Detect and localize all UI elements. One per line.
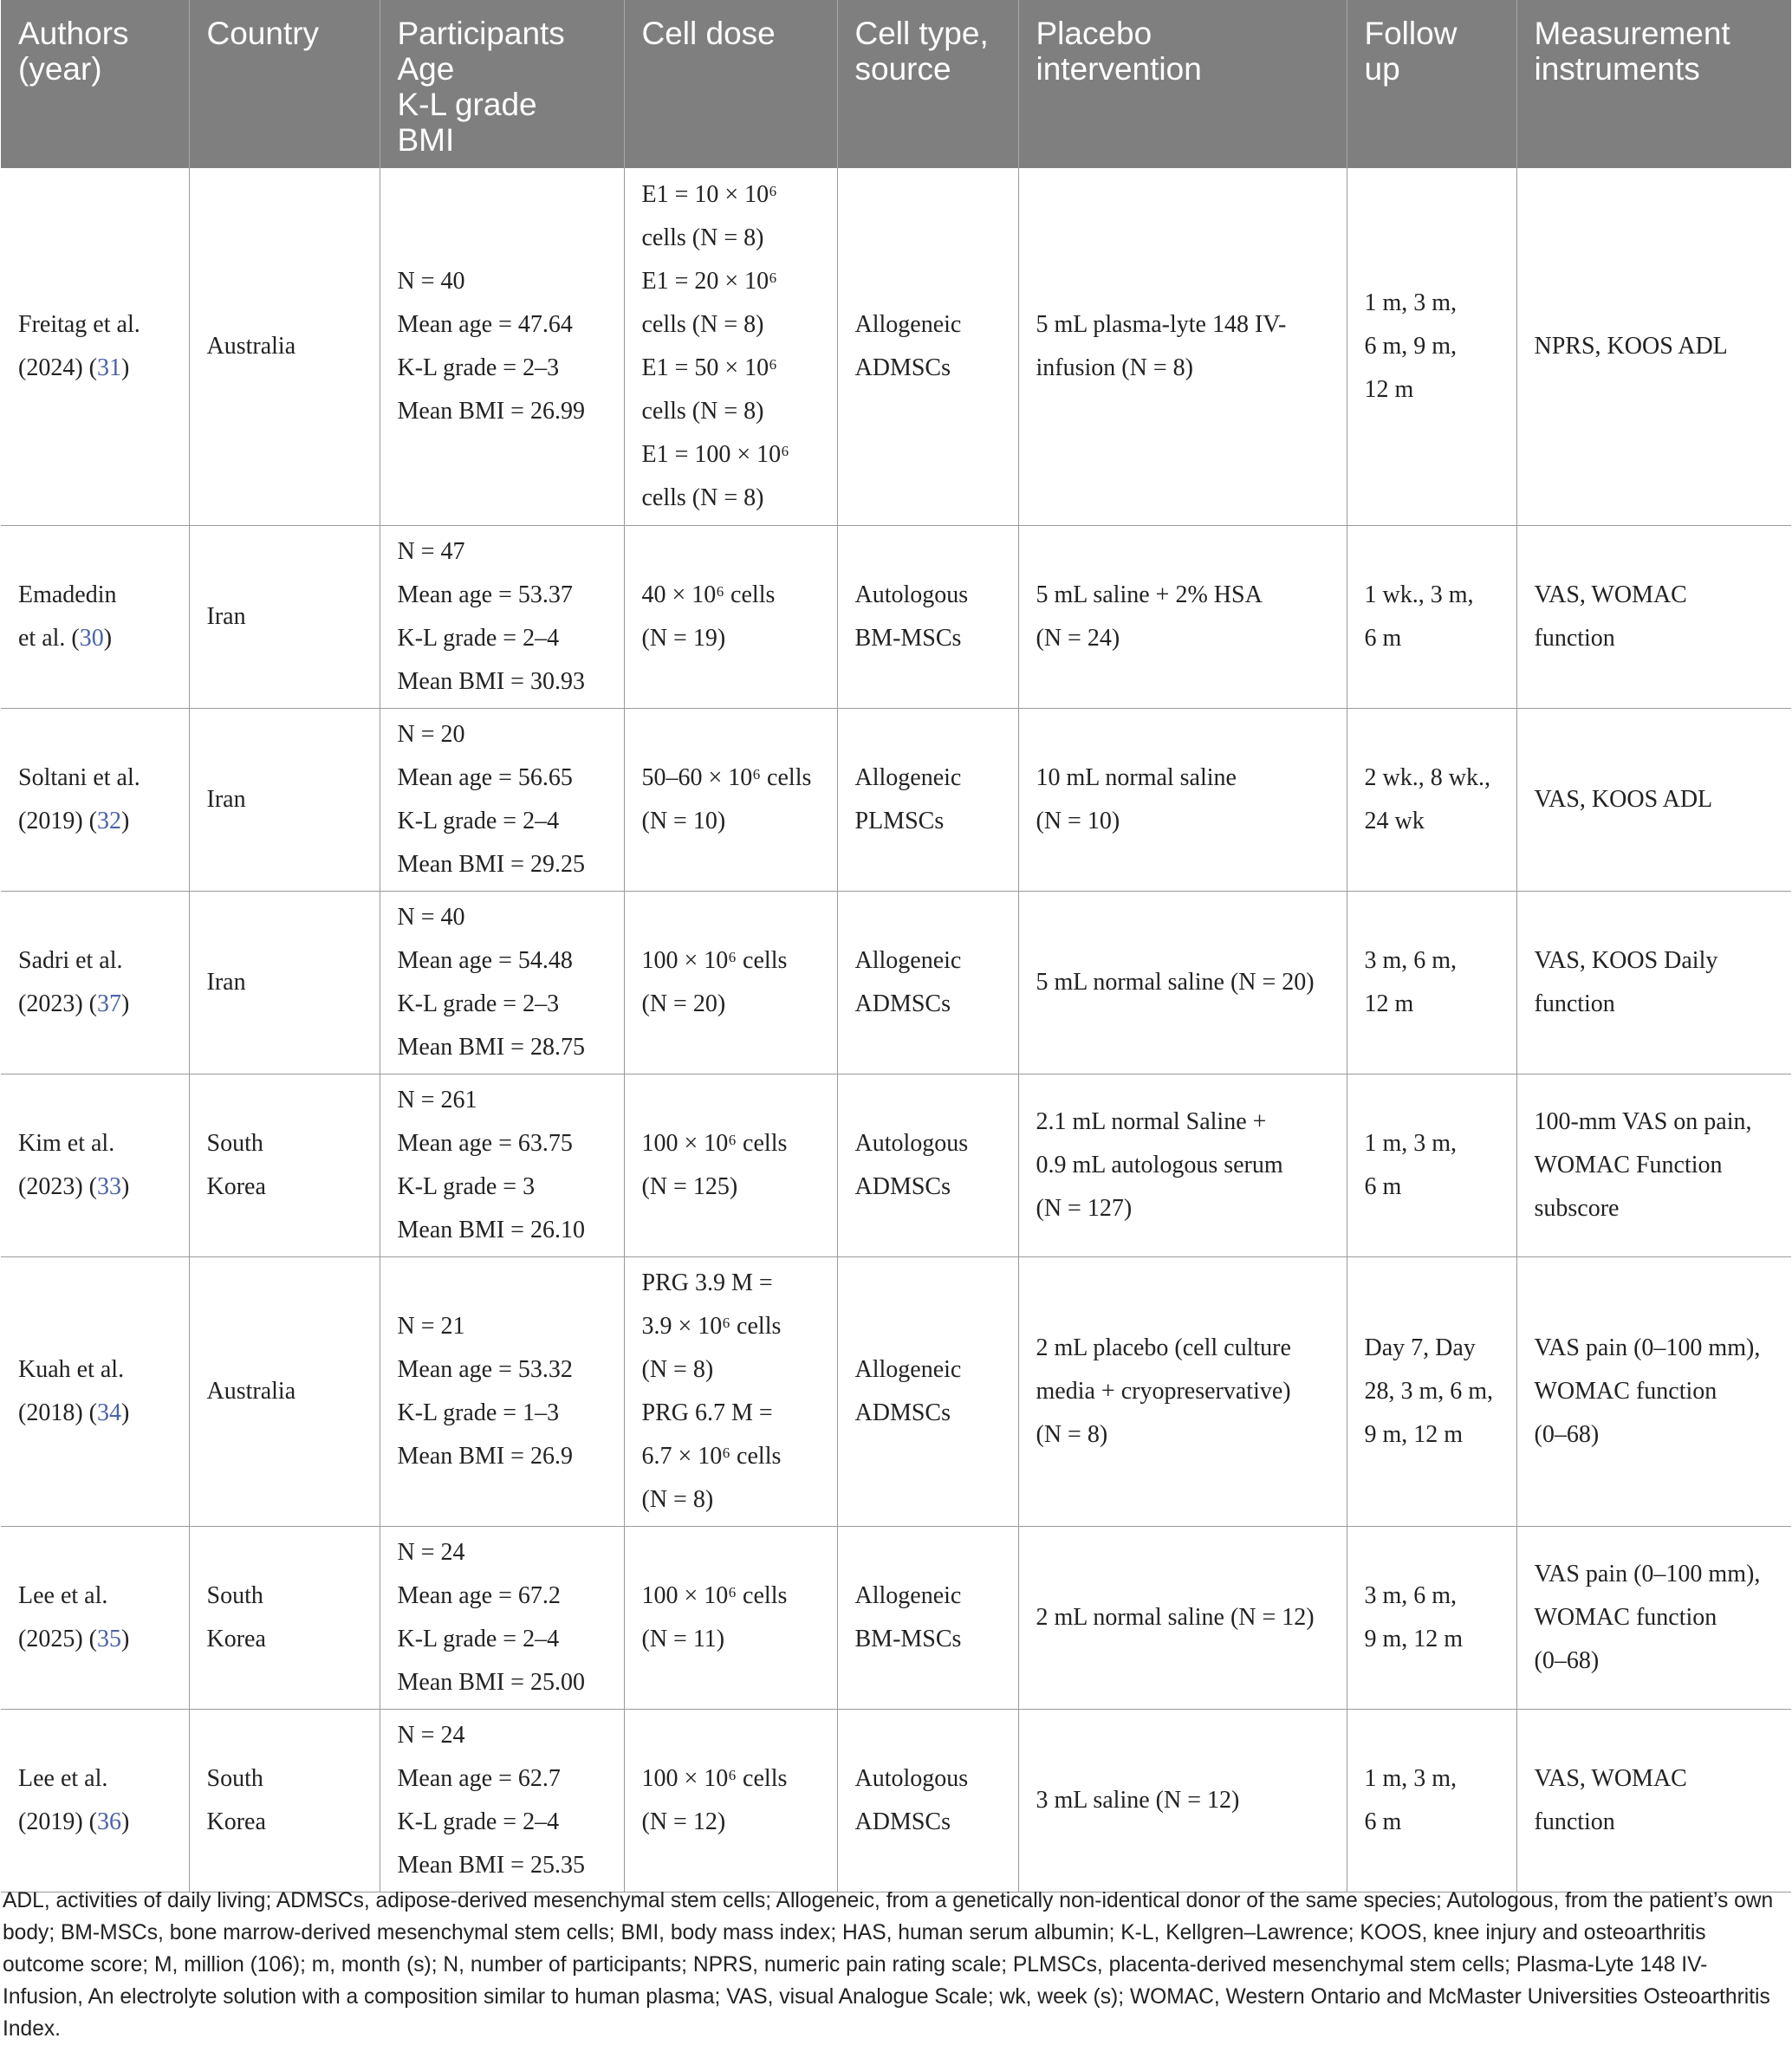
follow-up-line: 2 wk., 8 wk., — [1364, 763, 1490, 791]
cell-dose-line: PRG 6.7 M = — [641, 1399, 773, 1426]
participants-line: K-L grade = 2–4 — [397, 1808, 560, 1835]
cell-type-line: Allogeneic — [854, 1581, 962, 1609]
instruments-line: VAS, KOOS ADL — [1534, 785, 1713, 813]
follow-up-line: 9 m, 12 m — [1364, 1420, 1464, 1448]
author-citation — [18, 1392, 179, 1435]
cell-instruments — [1516, 1074, 1791, 1256]
table-row — [1, 1526, 1791, 1709]
cell-dose-line: (N = 8) — [641, 1355, 714, 1383]
header-instruments: Measurement instruments — [1516, 0, 1791, 168]
cell-authors — [1, 525, 189, 708]
participants-line: K-L grade = 2–4 — [397, 624, 560, 652]
cell-follow-up — [1347, 1074, 1516, 1256]
country-line: South — [206, 1129, 263, 1157]
reference-link[interactable]: 32 — [96, 807, 121, 834]
cell-type-line: ADMSCs — [854, 1808, 951, 1835]
participants-line: Mean BMI = 25.00 — [397, 1668, 585, 1696]
citation-suffix: ) — [120, 1808, 130, 1835]
participants-line: Mean BMI = 25.35 — [397, 1851, 585, 1879]
instruments-line: WOMAC function — [1534, 1377, 1717, 1405]
placebo-line: 0.9 mL autologous serum — [1036, 1151, 1283, 1178]
citation-prefix: (2024) ( — [18, 354, 97, 381]
cell-cell-type — [837, 168, 1018, 525]
cell-dose-line: PRG 3.9 M = — [641, 1269, 773, 1296]
cell-cell-dose — [624, 1256, 837, 1526]
cell-type-line: ADMSCs — [854, 354, 951, 381]
cell-type-line: Autologous — [854, 1764, 969, 1792]
citation-suffix: ) — [120, 354, 130, 381]
cell-dose-line: (N = 125) — [641, 1172, 738, 1200]
placebo-line: infusion (N = 8) — [1036, 354, 1193, 381]
country-line: Australia — [206, 1377, 296, 1405]
participants-line: Mean age = 53.37 — [397, 581, 573, 608]
country-line: Korea — [206, 1172, 266, 1200]
instruments-line: function — [1534, 990, 1615, 1017]
placebo-line: 2 mL placebo (cell culture — [1036, 1334, 1291, 1361]
follow-up-line: 3 m, 6 m, — [1364, 946, 1458, 974]
instruments-line: WOMAC Function — [1534, 1151, 1723, 1178]
cell-placebo — [1018, 1074, 1347, 1256]
participants-line: Mean age = 47.64 — [397, 310, 573, 338]
cell-follow-up — [1347, 525, 1516, 708]
cell-type-line: Allogeneic — [854, 763, 962, 791]
follow-up-line: 1 m, 3 m, — [1364, 289, 1458, 316]
cell-participants — [380, 1074, 624, 1256]
cell-authors — [1, 708, 189, 891]
cell-cell-type — [837, 525, 1018, 708]
cell-instruments — [1516, 1709, 1791, 1892]
participants-line: N = 24 — [397, 1538, 465, 1566]
header-participants: Participants Age K-L grade BMI — [380, 0, 624, 168]
cell-placebo — [1018, 1256, 1347, 1526]
author-name: Kuah et al. — [18, 1355, 125, 1383]
author-name: Emadedin — [18, 581, 117, 608]
participants-line: N = 21 — [397, 1312, 465, 1340]
citation-prefix: (2018) ( — [18, 1399, 97, 1426]
cell-authors — [1, 1526, 189, 1709]
reference-link[interactable]: 31 — [96, 354, 121, 381]
cell-dose-line: (N = 8) — [641, 1485, 714, 1513]
table-header — [1, 0, 1791, 168]
follow-up-line: 1 wk., 3 m, — [1364, 581, 1474, 608]
instruments-line: (0–68) — [1534, 1420, 1600, 1448]
cell-follow-up — [1347, 891, 1516, 1074]
cell-follow-up — [1347, 1709, 1516, 1892]
cell-follow-up — [1347, 708, 1516, 891]
participants-line: Mean BMI = 28.75 — [397, 1033, 585, 1061]
cell-type-line: Autologous — [854, 1129, 969, 1157]
author-citation — [18, 1165, 179, 1209]
participants-line: N = 47 — [397, 537, 465, 565]
cell-participants — [380, 1256, 624, 1526]
instruments-line: subscore — [1534, 1194, 1620, 1222]
citation-prefix: et al. ( — [18, 624, 80, 652]
follow-up-line: 24 wk — [1364, 807, 1425, 834]
cell-cell-dose — [624, 708, 837, 891]
instruments-line: NPRS, KOOS ADL — [1534, 332, 1728, 360]
follow-up-line: 6 m — [1364, 624, 1402, 652]
author-citation — [18, 347, 179, 390]
cell-dose-line: 6.7 × 10⁶ cells — [641, 1442, 782, 1470]
header-authors: Authors (year) — [1, 0, 189, 168]
table-footnote: ADL, activities of daily living; ADMSCs, adipose-derived mesenchymal stem cells; Allogeneic, from a genetically non-identical donor of the same species; Autologous, from the patient’s own body; BM-MSCs, bone marrow-derived mesenchymal stem cells; BMI, body mass index; HAS, human serum albumin; K-L, Kellgren–Lawrence; KOOS, knee injury and osteoarthritis outcome score; M, million (106); m, month (s); N, number of participants; NPRS, numeric pain rating scale; PLMSCs, placenta-derived mesenchymal stem cells; Plasma-Lyte 148 IV-Infusion, An electrolyte solution with a composition similar to human plasma; VAS, visual Analogue Scale; wk, week (s); WOMAC, Western Ontario and McMaster Universities Osteoarthritis Index. — [3, 1889, 1774, 2041]
cell-placebo — [1018, 1709, 1347, 1892]
follow-up-line: 6 m — [1364, 1808, 1402, 1835]
country-line: Australia — [206, 332, 296, 360]
follow-up-line: 12 m — [1364, 990, 1414, 1017]
cell-instruments — [1516, 525, 1791, 708]
cell-type-line: ADMSCs — [854, 1172, 951, 1200]
reference-link[interactable]: 36 — [96, 1808, 121, 1835]
country-line: Iran — [206, 602, 246, 630]
cell-cell-type — [837, 1526, 1018, 1709]
placebo-line: 5 mL saline + 2% HSA — [1036, 581, 1263, 608]
reference-link[interactable]: 30 — [79, 624, 104, 652]
cell-participants — [380, 1709, 624, 1892]
cell-country — [189, 708, 380, 891]
citation-prefix: (2019) ( — [18, 807, 97, 834]
cell-placebo — [1018, 891, 1347, 1074]
author-name: Freitag et al. — [18, 310, 140, 338]
participants-line: Mean age = 54.48 — [397, 946, 573, 974]
cell-placebo — [1018, 1526, 1347, 1709]
table-row — [1, 1074, 1791, 1256]
cell-type-line: PLMSCs — [854, 807, 945, 834]
cell-follow-up — [1347, 168, 1516, 525]
cell-instruments — [1516, 168, 1791, 525]
author-citation — [18, 1801, 179, 1844]
cell-participants — [380, 525, 624, 708]
cell-dose-line: (N = 12) — [641, 1808, 726, 1835]
cell-dose-line: cells (N = 8) — [641, 310, 764, 338]
participants-line: Mean age = 67.2 — [397, 1581, 561, 1609]
instruments-line: VAS pain (0–100 mm), — [1534, 1334, 1761, 1361]
cell-authors — [1, 168, 189, 525]
participants-line: N = 261 — [397, 1086, 477, 1113]
citation-suffix: ) — [120, 1399, 130, 1426]
instruments-line: VAS, WOMAC — [1534, 1764, 1687, 1792]
participants-line: Mean age = 62.7 — [397, 1764, 561, 1792]
cell-type-line: ADMSCs — [854, 1399, 951, 1426]
cell-dose-line: cells (N = 8) — [641, 484, 764, 511]
country-line: South — [206, 1581, 263, 1609]
country-line: Iran — [206, 968, 246, 996]
cell-country — [189, 1526, 380, 1709]
instruments-line: VAS, WOMAC — [1534, 581, 1687, 608]
cell-dose-line: 100 × 10⁶ cells — [641, 1129, 788, 1157]
placebo-line: 5 mL plasma-lyte 148 IV- — [1036, 310, 1287, 338]
cell-type-line: ADMSCs — [854, 990, 951, 1017]
cell-authors — [1, 1709, 189, 1892]
table-row — [1, 525, 1791, 708]
cell-cell-type — [837, 891, 1018, 1074]
participants-line: N = 40 — [397, 267, 465, 295]
country-line: Korea — [206, 1625, 266, 1652]
participants-line: Mean age = 53.32 — [397, 1355, 573, 1383]
instruments-line: VAS, KOOS Daily — [1534, 946, 1718, 974]
placebo-line: 10 mL normal saline — [1036, 763, 1237, 791]
placebo-line: media + cryopreservative) — [1036, 1377, 1291, 1405]
cell-dose-line: 100 × 10⁶ cells — [641, 946, 788, 974]
cell-participants — [380, 168, 624, 525]
cell-type-line: Autologous — [854, 581, 969, 608]
cell-dose-line: (N = 20) — [641, 990, 726, 1017]
reference-link[interactable]: 35 — [96, 1625, 121, 1652]
cell-dose-line: cells (N = 8) — [641, 397, 764, 425]
citation-suffix: ) — [120, 1172, 130, 1200]
cell-follow-up — [1347, 1526, 1516, 1709]
participants-line: N = 20 — [397, 720, 465, 748]
header-placebo: Placebo intervention — [1018, 0, 1347, 168]
follow-up-line: 28, 3 m, 6 m, — [1364, 1377, 1494, 1405]
cell-authors — [1, 1074, 189, 1256]
placebo-line: (N = 24) — [1036, 624, 1120, 652]
instruments-line: function — [1534, 624, 1615, 652]
citation-prefix: (2023) ( — [18, 1172, 97, 1200]
cell-dose-line: (N = 11) — [641, 1625, 725, 1652]
placebo-line: (N = 127) — [1036, 1194, 1133, 1222]
header-row — [1, 0, 1791, 168]
author-name: Lee et al. — [18, 1764, 108, 1792]
participants-line: N = 24 — [397, 1721, 465, 1749]
cell-instruments — [1516, 708, 1791, 891]
instruments-line: WOMAC function — [1534, 1603, 1717, 1631]
participants-line: Mean BMI = 26.10 — [397, 1216, 585, 1243]
instruments-line: 100-mm VAS on pain, — [1534, 1107, 1752, 1135]
cell-type-line: Allogeneic — [854, 310, 962, 338]
cell-country — [189, 525, 380, 708]
participants-line: Mean BMI = 26.9 — [397, 1442, 573, 1470]
cell-dose-line: E1 = 20 × 10⁶ — [641, 267, 777, 295]
participants-line: N = 40 — [397, 903, 465, 931]
cell-country — [189, 168, 380, 525]
placebo-line: 2.1 mL normal Saline + — [1036, 1107, 1267, 1135]
cell-dose-line: E1 = 10 × 10⁶ — [641, 180, 777, 208]
cell-type-line: Allogeneic — [854, 946, 962, 974]
cell-authors — [1, 891, 189, 1074]
citation-suffix: ) — [120, 1625, 130, 1652]
placebo-line: 5 mL normal saline (N = 20) — [1036, 968, 1315, 996]
cell-instruments — [1516, 891, 1791, 1074]
reference-link[interactable]: 34 — [96, 1399, 121, 1426]
cell-dose-line: E1 = 100 × 10⁶ — [641, 440, 789, 468]
header-country: Country — [189, 0, 380, 168]
cell-instruments — [1516, 1256, 1791, 1526]
table-row — [1, 168, 1791, 525]
cell-dose-line: 40 × 10⁶ cells — [641, 581, 776, 608]
cell-country — [189, 891, 380, 1074]
participants-line: Mean BMI = 26.99 — [397, 397, 585, 425]
cell-dose-line: 100 × 10⁶ cells — [641, 1581, 788, 1609]
table-row — [1, 1256, 1791, 1526]
placebo-line: (N = 10) — [1036, 807, 1120, 834]
follow-up-line: 1 m, 3 m, — [1364, 1764, 1458, 1792]
follow-up-line: 9 m, 12 m — [1364, 1625, 1464, 1652]
cell-type-line: BM-MSCs — [854, 1625, 962, 1652]
placebo-line: 2 mL normal saline (N = 12) — [1036, 1603, 1315, 1631]
author-citation — [18, 800, 179, 843]
citation-suffix: ) — [120, 990, 130, 1017]
placebo-line: (N = 8) — [1036, 1420, 1108, 1448]
citation-prefix: (2025) ( — [18, 1625, 97, 1652]
cell-country — [189, 1256, 380, 1526]
participants-line: K-L grade = 2–4 — [397, 807, 560, 834]
cell-cell-dose — [624, 891, 837, 1074]
instruments-line: function — [1534, 1808, 1615, 1835]
reference-link[interactable]: 37 — [96, 990, 121, 1017]
participants-line: K-L grade = 3 — [397, 1172, 536, 1200]
country-line: Iran — [206, 785, 246, 813]
cell-dose-line: E1 = 50 × 10⁶ — [641, 354, 777, 381]
country-line: South — [206, 1764, 263, 1792]
header-follow-up: Follow up — [1347, 0, 1516, 168]
cell-cell-dose — [624, 1074, 837, 1256]
cell-country — [189, 1709, 380, 1892]
instruments-line: VAS pain (0–100 mm), — [1534, 1560, 1761, 1587]
country-line: Korea — [206, 1808, 266, 1835]
cell-participants — [380, 1526, 624, 1709]
author-citation — [18, 617, 179, 660]
table-row — [1, 1709, 1791, 1892]
cell-participants — [380, 708, 624, 891]
citation-prefix: (2019) ( — [18, 1808, 97, 1835]
cell-cell-type — [837, 708, 1018, 891]
author-name: Lee et al. — [18, 1581, 108, 1609]
cell-cell-type — [837, 1256, 1018, 1526]
header-cell-type: Cell type, source — [837, 0, 1018, 168]
cell-cell-type — [837, 1074, 1018, 1256]
cell-dose-line: (N = 10) — [641, 807, 726, 834]
table-row — [1, 708, 1791, 891]
follow-up-line: 12 m — [1364, 375, 1414, 403]
cell-country — [189, 1074, 380, 1256]
cell-cell-dose — [624, 1526, 837, 1709]
cell-dose-line: 50–60 × 10⁶ cells — [641, 763, 812, 791]
cell-cell-dose — [624, 525, 837, 708]
participants-line: Mean age = 56.65 — [397, 763, 573, 791]
table-row — [1, 891, 1791, 1074]
instruments-line: (0–68) — [1534, 1646, 1600, 1674]
participants-line: K-L grade = 2–3 — [397, 354, 560, 381]
cell-follow-up — [1347, 1256, 1516, 1526]
participants-line: K-L grade = 2–4 — [397, 1625, 560, 1652]
participants-line: K-L grade = 2–3 — [397, 990, 560, 1017]
author-name: Sadri et al. — [18, 946, 123, 974]
follow-up-line: 6 m — [1364, 1172, 1402, 1200]
cell-instruments — [1516, 1526, 1791, 1709]
author-citation — [18, 1618, 179, 1661]
author-citation — [18, 983, 179, 1026]
cell-cell-dose — [624, 168, 837, 525]
reference-link[interactable]: 33 — [96, 1172, 121, 1200]
cell-participants — [380, 891, 624, 1074]
cell-placebo — [1018, 525, 1347, 708]
cell-cell-dose — [624, 1709, 837, 1892]
table-body — [1, 168, 1791, 1892]
participants-line: Mean age = 63.75 — [397, 1129, 573, 1157]
cell-placebo — [1018, 708, 1347, 891]
author-name: Soltani et al. — [18, 763, 140, 791]
cell-dose-line: 100 × 10⁶ cells — [641, 1764, 788, 1792]
participants-line: Mean BMI = 29.25 — [397, 850, 585, 878]
header-cell-dose: Cell dose — [624, 0, 837, 168]
cell-cell-type — [837, 1709, 1018, 1892]
follow-up-line: 6 m, 9 m, — [1364, 332, 1458, 360]
follow-up-line: 1 m, 3 m, — [1364, 1129, 1458, 1157]
citation-suffix: ) — [120, 807, 130, 834]
author-name: Kim et al. — [18, 1129, 115, 1157]
cell-placebo — [1018, 168, 1347, 525]
cell-type-line: BM-MSCs — [854, 624, 962, 652]
cell-type-line: Allogeneic — [854, 1355, 962, 1383]
follow-up-line: 3 m, 6 m, — [1364, 1581, 1458, 1609]
studies-table — [1, 0, 1791, 1892]
cell-authors — [1, 1256, 189, 1526]
citation-prefix: (2023) ( — [18, 990, 97, 1017]
follow-up-line: Day 7, Day — [1364, 1334, 1476, 1361]
participants-line: K-L grade = 1–3 — [397, 1399, 560, 1426]
cell-dose-line: 3.9 × 10⁶ cells — [641, 1312, 782, 1340]
cell-dose-line: cells (N = 8) — [641, 224, 764, 251]
placebo-line: 3 mL saline (N = 12) — [1036, 1786, 1240, 1814]
participants-line: Mean BMI = 30.93 — [397, 667, 585, 695]
cell-dose-line: (N = 19) — [641, 624, 726, 652]
citation-suffix: ) — [103, 624, 113, 652]
